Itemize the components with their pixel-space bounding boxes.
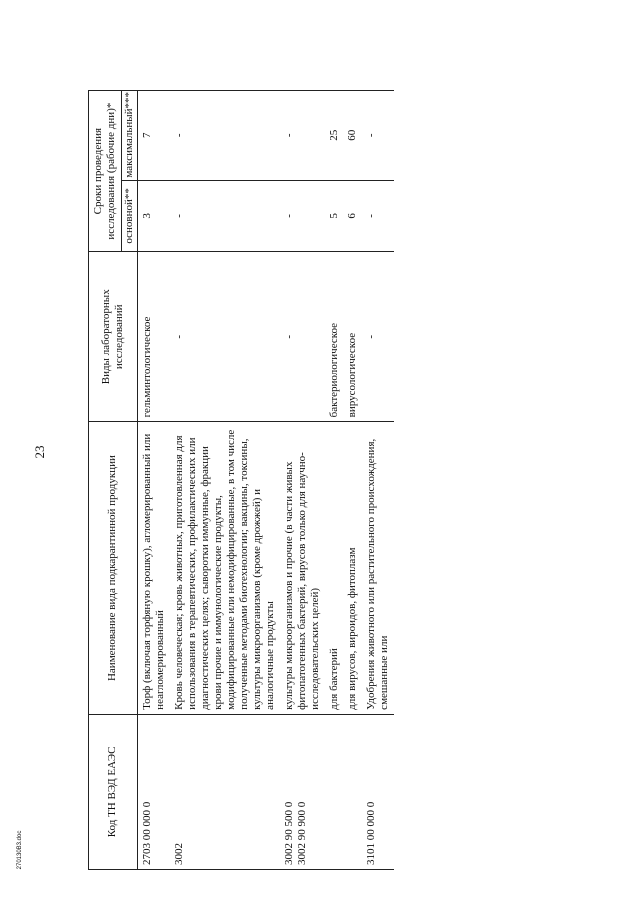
cell-lab: бактериологическое [325,252,344,422]
cell-basic: 3 [137,180,169,252]
cell-lab: - [362,252,394,422]
header-terms: Сроки проведения исследования (рабочие дни)* [89,91,122,252]
header-max: максимальный*** [121,91,137,181]
quarantine-products-table [88,90,394,870]
cell-lab: гельминтологическое [137,252,169,422]
cell-lab: вирусологическое [343,252,362,422]
cell-basic: - [362,180,394,252]
cell-code: 3002 90 500 0 3002 90 900 0 [280,714,325,869]
table-row [280,91,325,870]
page-number: 23 [32,445,47,459]
cell-max: 60 [343,91,362,181]
table-row [137,91,169,870]
cell-name: культуры микроорганизмов и прочие (в части живых фитопатогенных бактерий, вирусов только для научно-исследовательских целей) [280,422,325,714]
table-row [343,91,362,870]
cell-basic: - [280,180,325,252]
cell-name: для бактерий [325,422,344,714]
cell-basic: 6 [343,180,362,252]
cell-name: Торф (включая торфяную крошку), агломерированный или неагломерированный [137,422,169,714]
cell-code: 2703 00 000 0 [137,714,169,869]
cell-max: - [362,91,394,181]
cell-name: для вирусов, вироидов, фитоплазм [343,422,362,714]
cell-max: - [170,91,280,181]
document-id: 270130B3.doc [17,830,23,870]
cell-basic: 5 [325,180,344,252]
rotated-table-container [88,90,568,870]
table-row [325,91,344,870]
header-basic: основной** [121,180,137,252]
cell-code [325,714,344,869]
header-name: Наименование вида подкарантинной продукции [89,422,138,714]
cell-max: 25 [325,91,344,181]
cell-max: - [280,91,325,181]
table-row [170,91,280,870]
cell-basic: - [170,180,280,252]
cell-code: 3002 [170,714,280,869]
cell-lab: - [280,252,325,422]
cell-code [343,714,362,869]
header-code: Код ТН ВЭД ЕАЭС [89,714,138,869]
cell-name: Кровь человеческая; кровь животных, приготовленная для использования в терапевтических, профилактических или диагностических целях; сыворотки иммунные, фракции крови прочие и иммунологические продукты, модифицированные или немодифицированные, в том числе полученные методами биотехнологии; вакцины, токсины, культуры микроорганизмов (кроме дрожжей) и аналогичные продукты [170,422,280,714]
cell-max: 7 [137,91,169,181]
header-lab: Виды лабораторных исследований [89,252,138,422]
cell-name: Удобрения животного или растительного происхождения, смешанные или [362,422,394,714]
cell-code: 3101 00 000 0 [362,714,394,869]
table-row [362,91,394,870]
cell-lab: - [170,252,280,422]
